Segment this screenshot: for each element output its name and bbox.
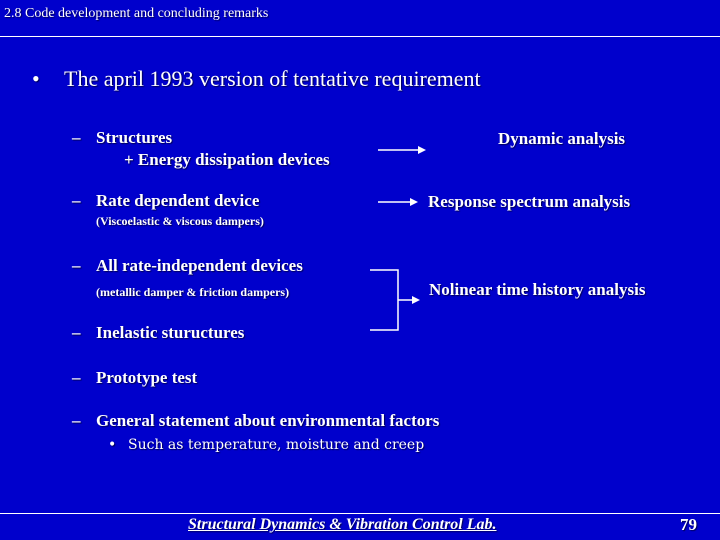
item-structures-sub: + Energy dissipation devices [124, 150, 330, 169]
slide-header: 2.8 Code development and concluding remarks [4, 6, 269, 21]
page-number: 79 [680, 515, 697, 534]
dash-icon: – [72, 191, 81, 210]
arrow-right-icon [418, 146, 426, 154]
dash-icon: – [72, 368, 81, 387]
sub-bullet-dot-icon: • [108, 437, 117, 453]
bullet-dot-icon: • [32, 66, 40, 91]
target-dynamic-analysis: Dynamic analysis [498, 129, 626, 148]
item-rate-dependent-label: Rate dependent device [96, 191, 260, 210]
item-rate-independent-note: (metallic damper & friction dampers) [96, 285, 290, 299]
item-rate-independent-label: All rate-independent devices [96, 256, 303, 275]
arrow-right-icon [410, 198, 418, 206]
item-inelastic-label: Inelastic stuructures [96, 323, 245, 342]
dash-icon: – [72, 256, 81, 275]
dash-icon: – [72, 411, 81, 430]
item-environmental-label: General statement about environmental factors [96, 411, 440, 430]
target-response-spectrum: Response spectrum analysis [428, 192, 631, 211]
target-nonlinear-time-history: Nolinear time history analysis [429, 280, 646, 299]
environmental-sub-bullet-text: Such as temperature, moisture and creep [128, 437, 425, 453]
item-prototype-test-label: Prototype test [96, 368, 198, 387]
footer-divider [0, 513, 720, 514]
item-structures-label: Structures [96, 128, 173, 147]
footer-lab-name: Structural Dynamics & Vibration Control Lab. [188, 516, 497, 533]
main-bullet-text: The april 1993 version of tentative requirement [64, 66, 481, 91]
arrow-right-icon [412, 296, 420, 304]
dash-icon: – [72, 128, 81, 147]
item-rate-dependent-note: (Viscoelastic & viscous dampers) [96, 214, 264, 228]
dash-icon: – [72, 323, 81, 342]
bracket-line [370, 270, 398, 330]
